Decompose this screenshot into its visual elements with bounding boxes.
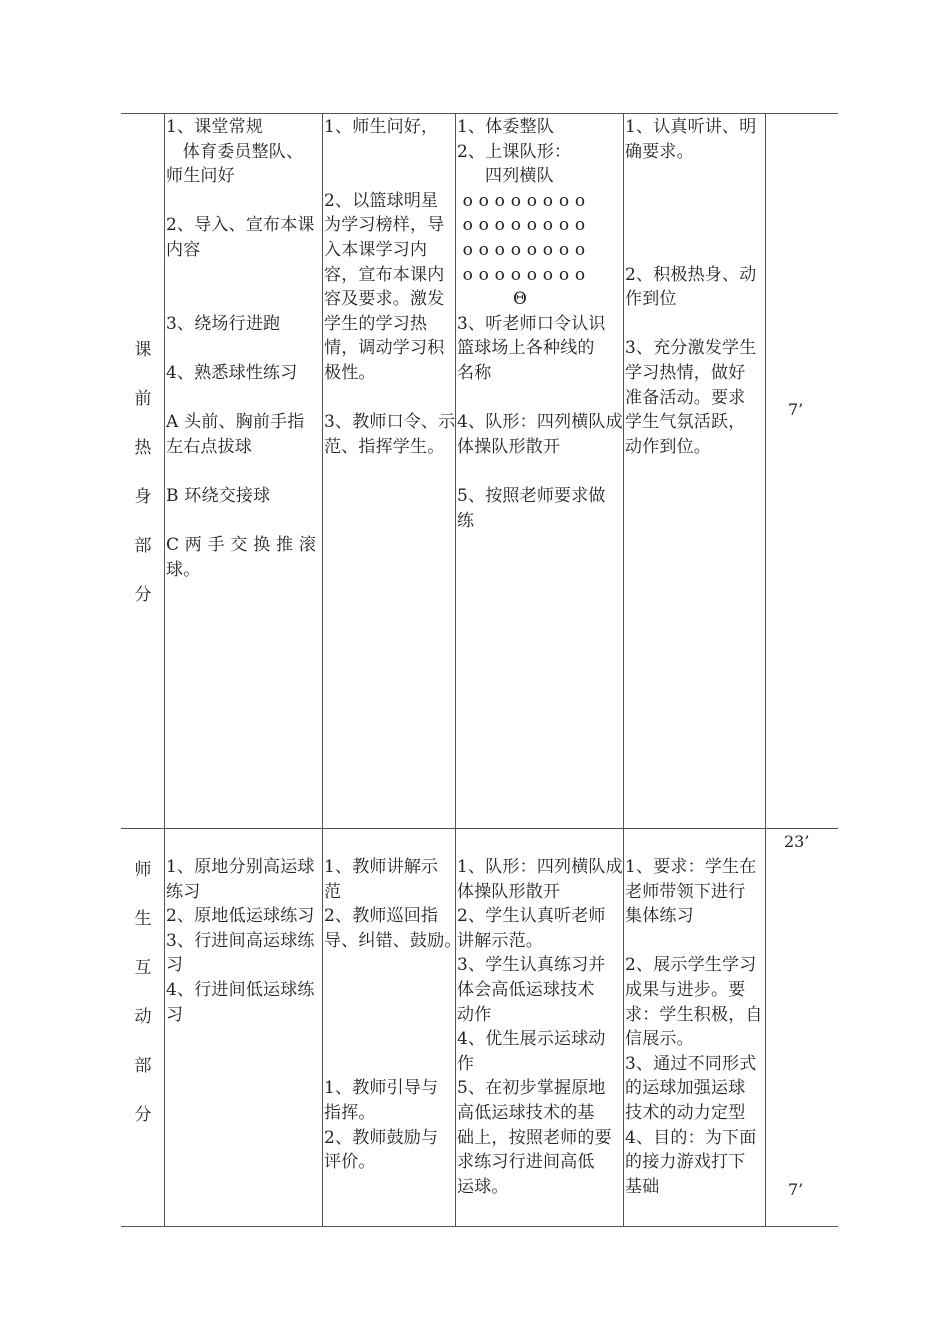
- column-divider-2: [322, 113, 323, 1226]
- column-divider-4: [623, 113, 624, 1226]
- teacher-activity-cell: 1、教师讲解示 范 2、教师巡回指 导、纠错、鼓励。 1、教师引导与 指挥。 2、教师鼓励与 评价。: [324, 857, 462, 1173]
- time-value-bottom: 7’: [788, 1180, 804, 1199]
- column-divider-5: [765, 113, 766, 1226]
- section-label: 师 生 互 动 部 分: [134, 860, 152, 1125]
- content-cell: 1、原地分别高运球 练习 2、原地低运球练习 3、行进间高运球练 习 4、行进间低运球练 习: [166, 857, 315, 1025]
- table-top-border: [121, 113, 838, 114]
- student-activity-cell: 1、队形：四列横队成 体操队形散开 2、学生认真听老师 讲解示范。 3、学生认真练习并 体会高低运球技术 动作 4、优生展示运球动 作 5、在初步掌握原地 高低运球技术的基 础上，按照老师的要 求练习行进间高低 运球。: [457, 857, 623, 1197]
- section-divider: [121, 828, 838, 829]
- content-cell: 1、课堂常规 体育委员整队、 师生问好 2、导入、宣布本课 内容 3、绕场行进跑 4、熟悉球性练习 A 头前、胸前手指 左右点拔球 B 环绕交接球 C 两 手 交 换 推 滚 球。: [166, 117, 317, 580]
- column-divider-1: [164, 113, 165, 1226]
- student-activity-cell: 1、体委整队 2、上课队形： 四列横队 o o o o o o o o o o o o o o o o o o o o o o o o o o o o o o o o Θ 3、听老师口令认识 篮球场上各种线的 名称 4、队形：四列横队成 体操队形散开 5、按照老师要求做 练: [457, 117, 623, 531]
- time-value-top: 23’: [784, 832, 810, 851]
- time-value: 7’: [788, 400, 804, 419]
- table-bottom-border: [121, 1226, 838, 1227]
- requirement-cell: 1、认真听讲、明 确要求。 2、积极热身、动 作到位 3、充分激发学生 学习热情，做好 准备活动。要求 学生气氛活跃， 动作到位。: [625, 117, 757, 457]
- teacher-activity-cell: 1、师生问好， 2、以篮球明星 为学习榜样，导 入本课学习内 容，宣布本课内 容及要求。激发 学生的学习热 情，调动学习积 极性。 3、教师口令、示 范、指挥学生。: [324, 117, 456, 457]
- requirement-cell: 1、要求：学生在 老师带领下进行 集体练习 2、展示学生学习 成果与进步。要 求：学生积极，自 信展示。 3、通过不同形式 的运球加强运球 技术的动力定型 4、目的：为下面 的接力游戏打下 基础: [625, 857, 763, 1197]
- section-label: 课 前 热 身 部 分: [134, 340, 152, 605]
